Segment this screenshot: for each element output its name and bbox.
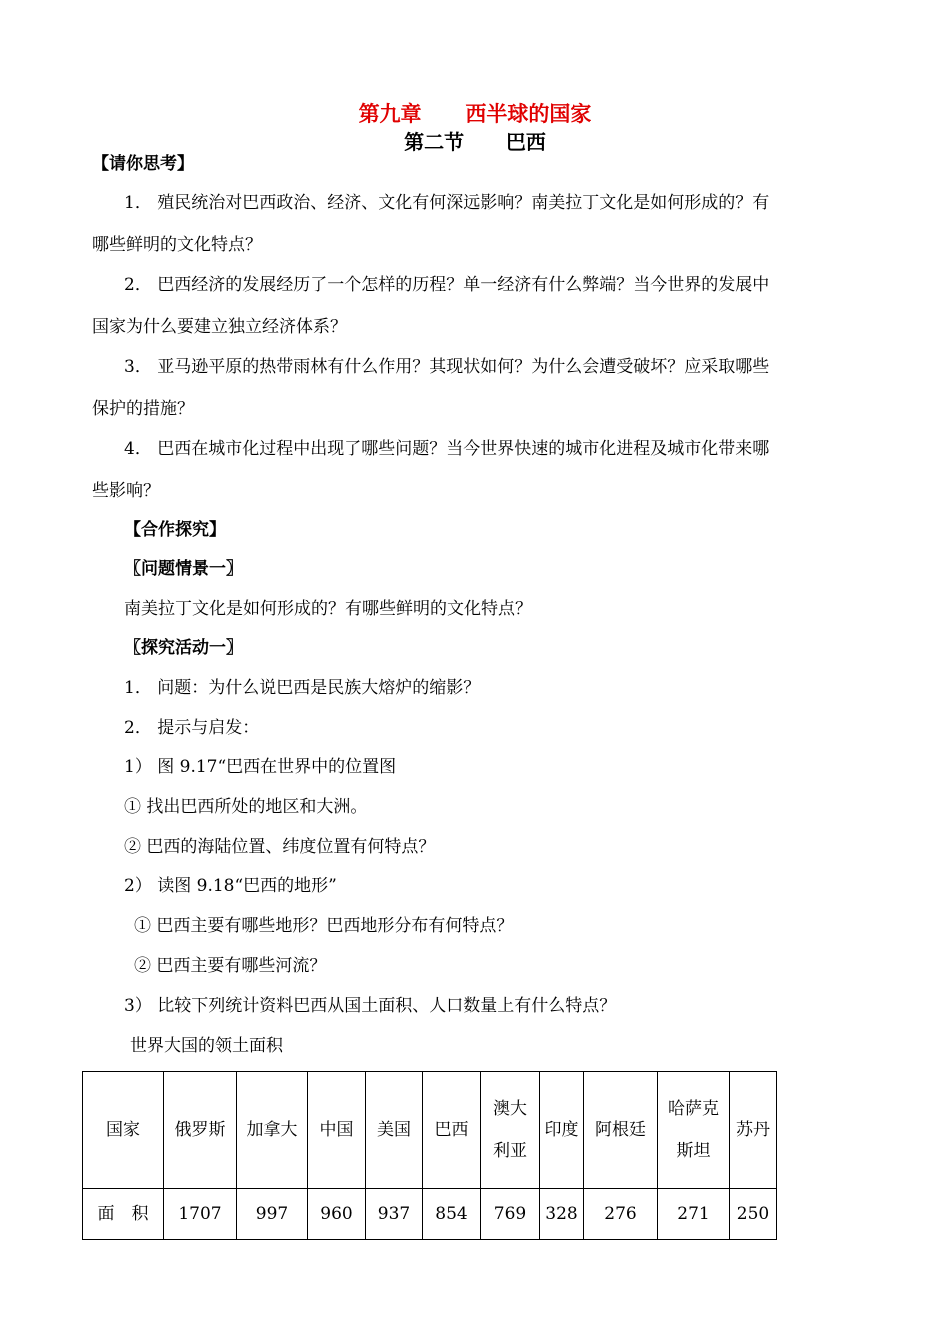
- question-1-line-2: 哪些鲜明的文化特点？: [92, 235, 262, 255]
- area-cell: 997: [237, 1189, 308, 1240]
- question-2-line-2: 国家为什么要建立独立经济体系？: [92, 317, 347, 337]
- table-area-row: [83, 1189, 777, 1240]
- area-cell: 937: [366, 1189, 423, 1240]
- question-3-line-2: 保护的措施？: [92, 399, 194, 419]
- row-label-cell: 面 积: [83, 1189, 164, 1240]
- activity-item-2: 2． 提示与启发：: [124, 718, 260, 738]
- area-cell: 276: [584, 1189, 658, 1240]
- area-cell: 250: [730, 1189, 777, 1240]
- question-3-line-1: 3． 亚马逊平原的热带雨林有什么作用？其现状如何？为什么会遭受破坏？应采取哪些: [124, 357, 770, 377]
- country-cell: 苏丹: [730, 1072, 777, 1189]
- scene-text: 南美拉丁文化是如何形成的？有哪些鲜明的文化特点？: [124, 599, 532, 619]
- country-cell: 印度: [540, 1072, 584, 1189]
- area-cell: 960: [308, 1189, 366, 1240]
- hint-3: 3） 比较下列统计资料巴西从国土面积、人口数量上有什么特点？: [124, 996, 617, 1016]
- hint-2-a: ① 巴西主要有哪些地形？巴西地形分布有何特点？: [134, 916, 514, 936]
- country-cell: 阿根廷: [584, 1072, 658, 1189]
- hint-1-b: ② 巴西的海陆位置、纬度位置有何特点？: [124, 837, 436, 857]
- area-cell: 328: [540, 1189, 584, 1240]
- hint-1-a: ① 找出巴西所处的地区和大洲。: [124, 797, 368, 817]
- table-caption: 世界大国的领土面积: [130, 1036, 283, 1056]
- country-cell: 美国: [366, 1072, 423, 1189]
- country-cell: 俄罗斯: [164, 1072, 237, 1189]
- chapter-title: 第九章 西半球的国家: [358, 102, 592, 126]
- activity-heading: 〖探究活动一〗: [124, 638, 243, 658]
- question-4-line-2: 些影响？: [92, 481, 160, 501]
- country-cell: 哈萨克斯坦: [658, 1072, 730, 1189]
- scene-heading: 〖问题情景一〗: [124, 559, 243, 579]
- section-title: 第二节 巴西: [404, 130, 546, 154]
- question-4-line-1: 4． 巴西在城市化过程中出现了哪些问题？当今世界快速的城市化进程及城市化带来哪: [124, 439, 770, 459]
- hint-1: 1） 图 9.17“巴西在世界中的位置图: [124, 757, 397, 777]
- question-1-line-1: 1． 殖民统治对巴西政治、经济、文化有何深远影响？南美拉丁文化是如何形成的？有: [124, 193, 770, 213]
- area-cell: 769: [481, 1189, 540, 1240]
- country-area-table: [82, 1071, 777, 1240]
- area-cell: 854: [423, 1189, 481, 1240]
- question-2-line-1: 2． 巴西经济的发展经历了一个怎样的历程？单一经济有什么弊端？当今世界的发展中: [124, 275, 770, 295]
- explore-heading: 【合作探究】: [124, 520, 226, 540]
- area-cell: 271: [658, 1189, 730, 1240]
- table-header-row: [83, 1072, 777, 1189]
- header-label-cell: 国家: [83, 1072, 164, 1189]
- hint-2: 2） 读图 9.18“巴西的地形”: [124, 876, 337, 896]
- activity-item-1: 1． 问题：为什么说巴西是民族大熔炉的缩影？: [124, 678, 481, 698]
- hint-2-b: ② 巴西主要有哪些河流？: [134, 956, 327, 976]
- area-cell: 1707: [164, 1189, 237, 1240]
- country-cell: 加拿大: [237, 1072, 308, 1189]
- country-cell: 澳大利亚: [481, 1072, 540, 1189]
- think-heading: 【请你思考】: [92, 154, 194, 174]
- country-cell: 巴西: [423, 1072, 481, 1189]
- country-cell: 中国: [308, 1072, 366, 1189]
